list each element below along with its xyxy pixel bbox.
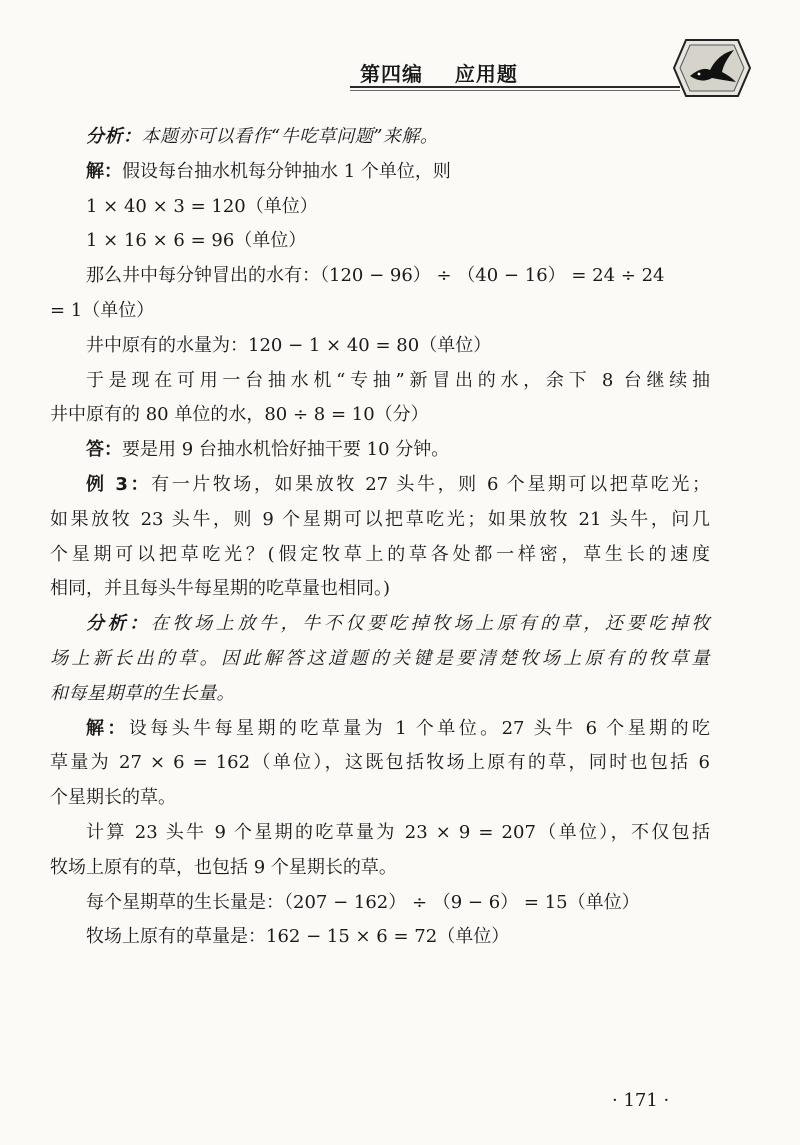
header-rule-thin [350,90,680,91]
line-text: 井中原有的 80 单位的水，80 ÷ 8 = 10（分） [50,404,429,426]
line-text: 和每星期草的生长量。 [50,682,235,704]
text-line [50,224,710,259]
chapter-label: 第四编 [360,62,423,86]
text-line [50,398,710,433]
text-line [50,155,710,190]
line-text: 计算 23 头牛 9 个星期的吃草量为 23 × 9 = 207（单位），不仅包括 [86,821,710,843]
line-text: 有一片牧场，如果放牧 27 头牛，则 6 个星期可以把草吃光； [151,473,710,495]
line-label: 分析： [86,126,142,147]
section-label: 应用题 [454,62,518,86]
text-line [50,642,710,677]
text-line [50,190,710,225]
line-text: 每个星期草的生长量是：（207 − 162） ÷ （9 − 6） = 15（单位） [86,891,640,913]
line-label: 解： [86,717,129,739]
line-text: = 1（单位） [50,299,155,321]
line-text: 设每头牛每星期的吃草量为 1 个单位。27 头牛 6 个星期的吃 [128,717,711,739]
text-line [50,607,710,642]
line-text: 1 × 16 × 6 = 96（单位） [86,230,307,252]
line-label: 答： [86,439,122,461]
text-line [50,712,710,747]
text-line [50,259,710,294]
text-line [50,329,710,364]
line-label: 分析： [86,613,151,635]
line-text: 本题亦可以看作“牛吃草问题”来解。 [141,126,439,147]
text-line [50,746,710,781]
page-number: · 171 · [612,1090,670,1111]
chapter-title [360,58,518,87]
text-line [50,364,710,399]
line-text: 如果放牧 23 头牛，则 9 个星期可以把草吃光；如果放牧 21 头牛，问几 [50,508,710,530]
line-label: 例 3： [86,473,152,495]
text-line [50,920,710,955]
line-text: 相同，并且每头牛每星期的吃草量也相同。) [50,578,391,600]
text-line [50,294,710,329]
text-line [50,468,710,503]
text-line [50,677,710,712]
line-label: 解： [86,160,122,182]
line-text: 井中原有的水量为：120 − 1 × 40 = 80（单位） [86,334,492,356]
text-line [50,851,710,886]
line-text: 牧场上原有的草，也包括 9 个星期长的草。 [50,856,397,878]
line-text: 场上新长出的草。因此解答这道题的关键是要清楚牧场上原有的牧草量 [50,647,710,669]
line-text: 个星期长的草。 [50,787,176,809]
line-text: 个星期可以把草吃光？(假定牧草上的草各处都一样密，草生长的速度 [50,543,710,565]
text-line [50,816,710,851]
text-line [50,886,710,921]
text-line [50,120,710,155]
line-text: 那么井中每分钟冒出的水有：（120 − 96） ÷ （40 − 16） = 24 ÷ 24 [86,265,665,287]
header-rule [350,86,680,88]
line-text: 1 × 40 × 3 = 120（单位） [86,195,318,217]
text-line [50,433,710,468]
text-line [50,538,710,573]
text-line [50,781,710,816]
line-text: 牧场上原有的草量是：162 − 15 × 6 = 72（单位） [86,926,510,948]
text-line [50,503,710,538]
line-text: 草量为 27 × 6 = 162（单位），这既包括牧场上原有的草，同时也包括 6 [50,752,710,774]
text-line [50,572,710,607]
line-text: 假设每台抽水机每分钟抽水 1 个单位，则 [122,160,451,182]
page-header [0,0,800,110]
bird-emblem-icon [672,36,752,100]
line-text: 于是现在可用一台抽水机“专抽”新冒出的水，余下 8 台继续抽 [86,369,710,391]
line-text: 在牧场上放牛，牛不仅要吃掉牧场上原有的草，还要吃掉牧 [150,613,710,635]
page-content [50,120,710,955]
line-text: 要是用 9 台抽水机恰好抽干要 10 分钟。 [122,439,450,461]
